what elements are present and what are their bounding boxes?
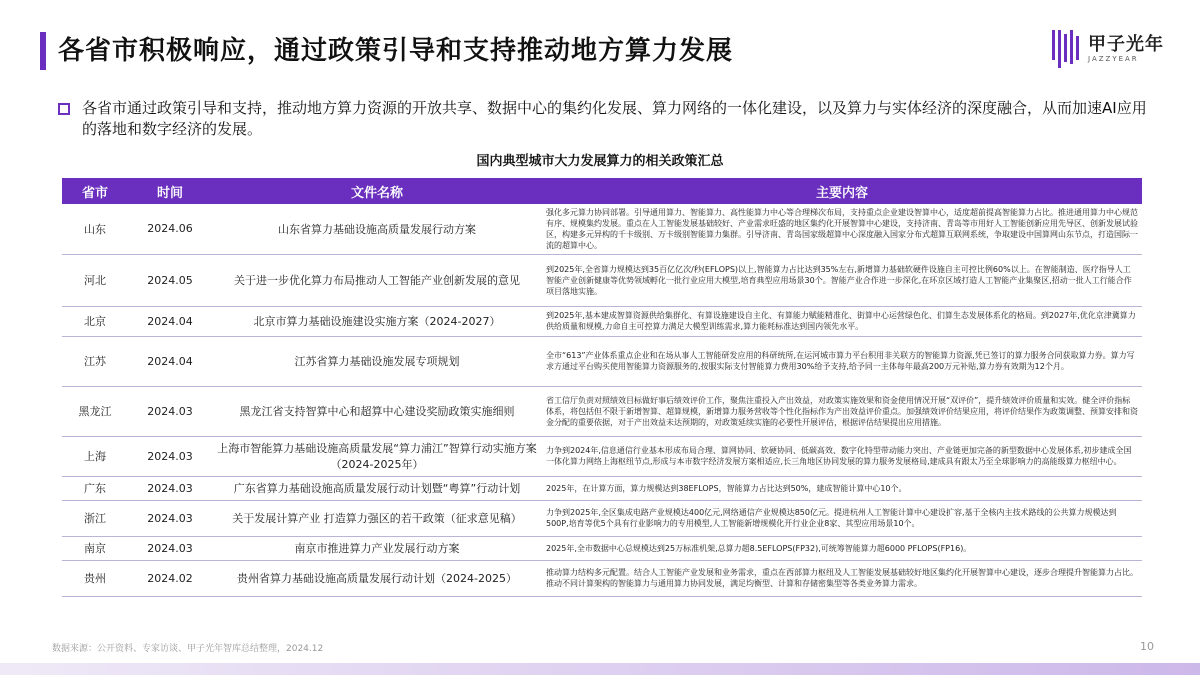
cell-date: 2024.04 bbox=[128, 336, 212, 386]
cell-content: 到2025年,全省算力规模达到35百亿亿次/秒(EFLOPS)以上,智能算力占比达到35%左右,新增算力基础软硬件设施自主可控比例60%以上。在智能制造、医疗指导人工智能产业创新健康等优势领域孵化一批行业应用大模型,培育典型应用场景30个。智能产业合作进一步深化,在环京区域打造人工智能产业集聚区,招动一批人工行能合作项目落地实施。 bbox=[542, 254, 1142, 306]
bottom-decor-band bbox=[0, 663, 1200, 675]
table-row bbox=[62, 436, 1142, 476]
cell-date: 2024.03 bbox=[128, 436, 212, 476]
cell-content: 力争到2024年,信息通信行业基本形成布局合理、算网协同、软硬协同、低碳高效、数字化特型带动能力突出、产业链更加完备的新型数据中心发展体系,初步建成全国一体化算力网络上海枢纽节点,形成与本市数字经济发展方案相适应,长三角地区协同发展的算力服务发展格局,建成具有跟太乃至全球影响力的高能级算力枢纽中心。 bbox=[542, 436, 1142, 476]
cell-date: 2024.03 bbox=[128, 386, 212, 436]
cell-file: 广东省算力基础设施高质量发展行动计划暨“粤算”行动计划 bbox=[212, 476, 542, 500]
table-row bbox=[62, 204, 1142, 254]
cell-content: 全市“613”产业体系重点企业和在场从事人工智能研发应用的科研统所,在运河城市算力平台积用非关联方的智能算力资源,凭已签订的算力服务合同获取算力券。算力写求方通过平台购买使用智能算力资源服务的,按服实际支付智能算力费用30%给予支持,给予同一主体每年最高200万元补贴,算力券有效期为12个月。 bbox=[542, 336, 1142, 386]
cell-content: 推动算力结构多元配置。结合人工智能产业发展和业务需求，重点在西部算力枢纽及人工智能发展基础较好地区集约化开展智算中心建设，逐步合理提升智能算力占比。推动不同计算架构的智能算力与通用算力协同发展，满足均衡型、计算和存储密集型等各类业务算力需求。 bbox=[542, 560, 1142, 596]
cell-province: 上海 bbox=[62, 436, 128, 476]
intro-paragraph: 各省市通过政策引导和支持，推动地方算力资源的开放共享、数据中心的集约化发展、算力网络的一体化建设，以及算力与实体经济的深度融合，从而加速AI应用的落地和数字经济的发展。 bbox=[82, 99, 1147, 138]
logo-subtext: JAZZYEAR bbox=[1088, 55, 1139, 63]
table-body bbox=[62, 204, 1142, 596]
header-province: 省市 bbox=[62, 178, 128, 204]
bullet-square-icon bbox=[58, 103, 70, 115]
cell-date: 2024.02 bbox=[128, 560, 212, 596]
table-row bbox=[62, 306, 1142, 336]
cell-content: 2025年,全市数据中心总规模达到25万标准机架,总算力超8.5EFLOPS(FP32),可统筹智能算力超6000 PFLOPS(FP16)。 bbox=[542, 536, 1142, 560]
cell-date: 2024.03 bbox=[128, 476, 212, 500]
cell-content: 强化多元算力协同部署。引导通用算力、智能算力、高性能算力中心等合理梯次布局，支持重点企业建设智算中心，适度超前提高智能算力占比。推进通用算力中心规范有序、规模集约发展。重点在人工智能发展基础较好、产业需求旺盛的地区集约化开展智算中心建设，支持济南、青岛等市用好人工智能创新应用先导区、创新发展试验区，构建多元异构的千卡级别、万卡级别智能算力集群。引导济南、青岛国家级超算中心深度融入国家分布式超算互联网系统，争取建设中国算网山东节点，打造国际一流的超算中心。 bbox=[542, 204, 1142, 254]
policy-table bbox=[62, 178, 1142, 597]
cell-content: 力争到2025年,全区集成电路产业规模达400亿元,网络通信产业规模达850亿元。提进杭州人工智能计算中心建设扩容,基于全核内主技术路线的公共算力规模达到 500P,培育等优5个具有行业影响力的专用模型,人工智能新增规模化开行业企业8家、其型应用场景10个。 bbox=[542, 500, 1142, 536]
header-file: 文件名称 bbox=[212, 178, 542, 204]
table-row bbox=[62, 336, 1142, 386]
cell-date: 2024.03 bbox=[128, 500, 212, 536]
table-row bbox=[62, 560, 1142, 596]
cell-file: 北京市算力基础设施建设实施方案（2024-2027） bbox=[212, 306, 542, 336]
cell-province: 黑龙江 bbox=[62, 386, 128, 436]
header-date: 时间 bbox=[128, 178, 212, 204]
cell-province: 浙江 bbox=[62, 500, 128, 536]
cell-province: 广东 bbox=[62, 476, 128, 500]
cell-province: 山东 bbox=[62, 204, 128, 254]
cell-file: 关于进一步优化算力布局推动人工智能产业创新发展的意见 bbox=[212, 254, 542, 306]
table-row bbox=[62, 500, 1142, 536]
cell-province: 北京 bbox=[62, 306, 128, 336]
cell-file: 贵州省算力基础设施高质量发展行动计划（2024-2025） bbox=[212, 560, 542, 596]
cell-date: 2024.04 bbox=[128, 306, 212, 336]
table-header-row bbox=[62, 178, 1142, 204]
header-content: 主要内容 bbox=[542, 178, 1142, 204]
cell-file: 黑龙江省支持智算中心和超算中心建设奖励政策实施细则 bbox=[212, 386, 542, 436]
cell-province: 贵州 bbox=[62, 560, 128, 596]
cell-content: 到2025年,基本建成智算资源供给集群化、有算设施建设自主化、有算能力赋能精准化、街算中心运营绿色化、们算生态发展体系化的格局。到2027年,优化京津冀算力供给质量和规模,力命自主可控算力满足大模型训练需求,算力能耗标准达到国内领先水平。 bbox=[542, 306, 1142, 336]
cell-file: 江苏省算力基础设施发展专项规划 bbox=[212, 336, 542, 386]
cell-date: 2024.05 bbox=[128, 254, 212, 306]
table-row bbox=[62, 476, 1142, 500]
cell-file: 关于发展计算产业 打造算力强区的若干政策（征求意见稿） bbox=[212, 500, 542, 536]
cell-date: 2024.06 bbox=[128, 204, 212, 254]
logo-text: 甲子光年 bbox=[1088, 34, 1164, 55]
cell-file: 南京市推进算力产业发展行动方案 bbox=[212, 536, 542, 560]
table-row bbox=[62, 536, 1142, 560]
table-row bbox=[62, 386, 1142, 436]
cell-province: 江苏 bbox=[62, 336, 128, 386]
cell-content: 省工信厅负责对照绩效目标做好事后绩效评价工作，聚焦注重投入产出效益，对政策实施效果和资金使用情况开展“双评价”，提升绩效评价质量和实效。健全评价指标体系，将包括但不限于新增智算、超算规模，新增算力服务营收等个性化指标作为产出效益评价重点。加强绩效评价结果应用，将评价结果作为政策调整、预算安排和资金分配的重要依据，对于产出效益未达预期的，对政策延续实施的必要性开展评估，根据评估结果提出应用措施。 bbox=[542, 386, 1142, 436]
source-note: 数据来源：公开资料、专家访谈、甲子光年智库总结整理，2024.12 bbox=[52, 644, 324, 654]
cell-file: 上海市智能算力基础设施高质量发展“算力浦江”智算行动实施方案（2024-2025年） bbox=[212, 436, 542, 476]
page-number: 10 bbox=[1140, 640, 1154, 653]
table-row bbox=[62, 254, 1142, 306]
cell-content: 2025年，在计算方面，算力规模达到38EFLOPS，智能算力占比达到50%，建成智能计算中心10个。 bbox=[542, 476, 1142, 500]
cell-date: 2024.03 bbox=[128, 536, 212, 560]
title-accent-bar bbox=[40, 32, 46, 70]
table-title: 国内典型城市大力发展算力的相关政策汇总 bbox=[476, 154, 724, 169]
cell-file: 山东省算力基础设施高质量发展行动方案 bbox=[212, 204, 542, 254]
page-title: 各省市积极响应，通过政策引导和支持推动地方算力发展 bbox=[58, 36, 734, 66]
cell-province: 南京 bbox=[62, 536, 128, 560]
cell-province: 河北 bbox=[62, 254, 128, 306]
